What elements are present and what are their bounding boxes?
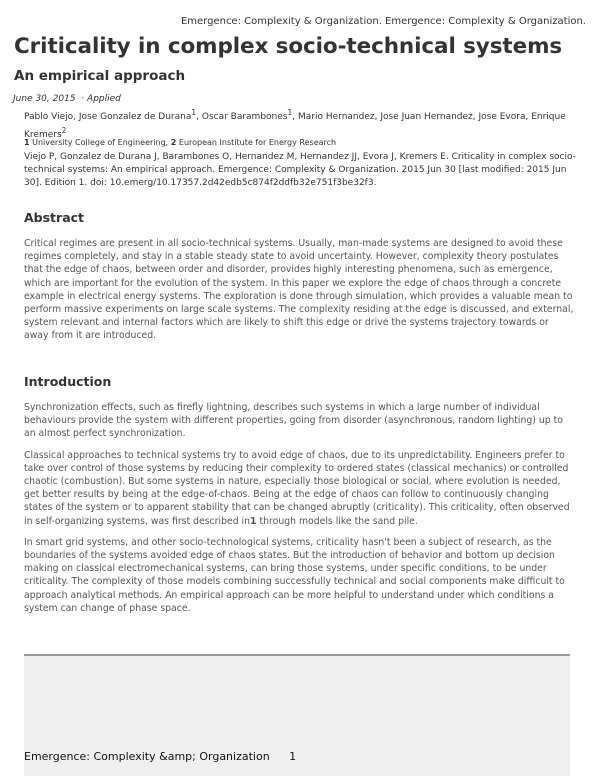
page-footer — [24, 750, 296, 763]
affiliations: 1 University College of Engineering, 2 European Institute for Energy Research — [24, 138, 337, 147]
affiliation: University College of Engineering, — [32, 138, 169, 147]
author[interactable]: Enrique Kremers$^2$ — [24, 112, 566, 140]
publication-date: June 30, 2015 — [13, 94, 76, 104]
article-meta — [13, 94, 121, 104]
reference-link[interactable]: 1 — [250, 515, 257, 527]
article-subtitle: An empirical approach — [14, 68, 186, 84]
author[interactable]: Oscar Barambones$^1$ — [201, 108, 293, 122]
page-number: 1 — [289, 750, 297, 763]
author[interactable]: Mario Hernandez — [298, 112, 375, 122]
introduction-section — [24, 374, 576, 623]
abstract-text: Critical regimes are present in all socio-technical systems. Usually, man-made systems are designed to avoid these regimes completely, and stay in a stable steady state to avoid uncertainty. However, complexity theory postulates that the edge of chaos, between order and disorder, provides highly interesting phenomena, such as emergence, which are important for the evolution of the system. In this paper we explore the edge of chaos through a concrete example in electrical energy systems. The exploration is done through simulation, which provides a valuable mean to perform massive experiments on large scale systems. The complexity residing at the edge is discussed, and external, system relevant and internal factors which are likely to shift this edge or drive the systems trajectory towards or away from it are introduced. — [24, 238, 574, 342]
running-head: Emergence: Complexity & Organization. Emergence: Complexity & Organization. — [180, 16, 586, 27]
author[interactable]: Jose Juan Hernandez — [380, 112, 473, 122]
footer-journal: Emergence: Complexity &amp; Organization — [24, 750, 270, 763]
author[interactable]: Jose Gonzalez de Durana$^1$ — [78, 108, 197, 122]
citation: Viejo P, Gonzalez de Durana J, Barambones O, Hernandez M, Hernandez JJ, Evora J, Kremers E. Criticality in complex socio-technical systems: An empirical approach. Emergence: Complexity & Organization. 2015 Jun 30 [last modified: 2015 Jun 30]. Edition 1. doi: 10.emerg/10.17357.2d42edb5c874f2ddfb32e751f3be32f3. — [24, 152, 576, 188]
publication-status: Applied — [87, 94, 121, 104]
author[interactable]: Pablo Viejo — [24, 112, 74, 122]
author-list: Pablo Viejo, Jose Gonzalez de Durana$^1$, Oscar Barambones$^1$, Mario Hernandez, Jose Juan Hernandez, Jose Evora, Enrique Kremers$^2$ — [24, 108, 566, 140]
introduction-heading: Introduction — [24, 374, 112, 389]
abstract-section — [24, 210, 576, 351]
paragraph: Synchronization effects, such as firefly lightning, describes such systems in which a large number of individual behaviours provide the system with different properties, going from disorder (asynchronous, random lighting) up to an almost perfect synchronization. — [24, 402, 563, 440]
affiliation: European Institute for Energy Research — [178, 138, 337, 147]
article-title: Criticality in complex socio-technical systems — [14, 34, 563, 59]
abstract-heading: Abstract — [24, 210, 85, 225]
meta-separator: · — [81, 94, 85, 104]
paragraph: Classical approaches to technical systems try to avoid edge of chaos, due to its unpredictability. Engineers prefer to take over control of those systems by reducing their complexity to ordered states (classical mechanics) or controlled chaotic (combustion). But some systems in nature, especially those biological or social, where evolution is needed, get better results by being at the edge-of-chaos. Being at the edge of chaos can follow to continuously changing states of the system or to apparent stability that can be changed abruptly (criticality). This criticality, often observed in self-organizing systems, was first described in1 through models like the sand pile. — [24, 449, 570, 527]
author[interactable]: Jose Evora — [478, 112, 526, 122]
paragraph: In smart grid systems, and other socio-technological systems, criticality hasn't been a subject of research, as the boundaries of the systems avoided edge of chaos states. But the introduction of behavior and bottom up decision making on classical electromechanical systems, can bring those systems, under specific conditions, to be under criticality. The complexity of those models combining successfully technical and social components make difficult to approach analytical methods. An empirical approach can be more helpful to understand under which conditions a system can change of phase space. — [24, 536, 565, 614]
